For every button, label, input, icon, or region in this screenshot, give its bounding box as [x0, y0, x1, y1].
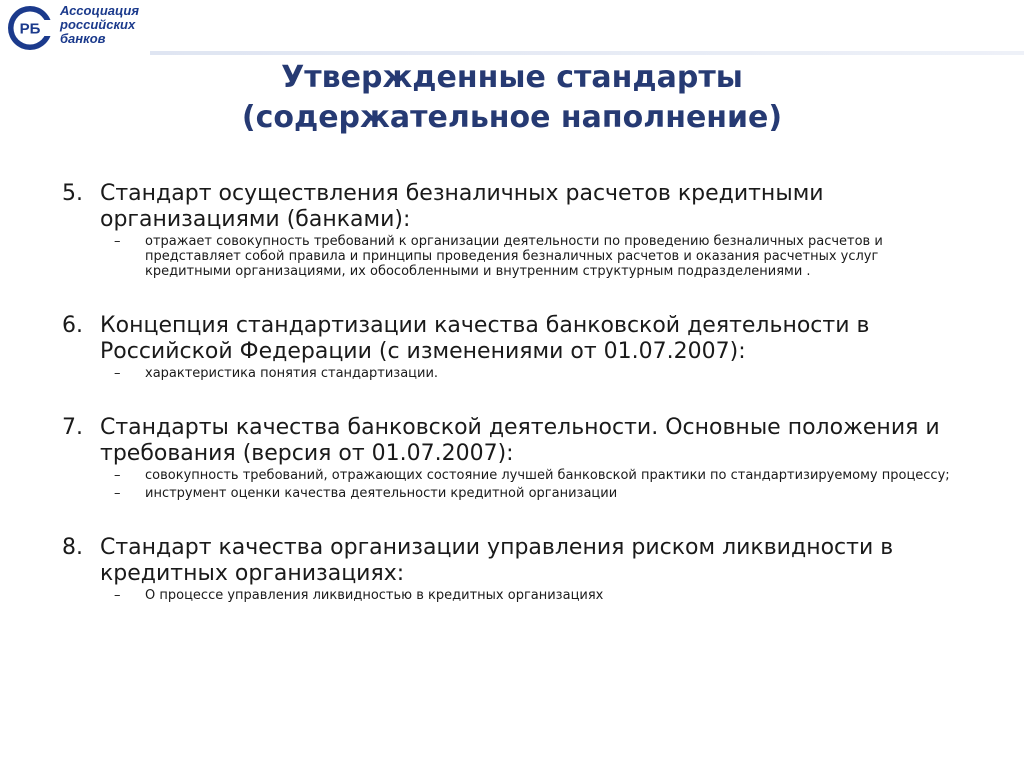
sub-list [100, 588, 962, 603]
dash-bullet: – [114, 366, 121, 381]
title-line: (содержательное наполнение) [241, 100, 783, 135]
org-name-line: Ассоциация [60, 3, 140, 18]
sub-item-text: О процессе управления ликвидностью в кредитных организациях [145, 588, 604, 603]
dash-bullet: – [114, 234, 121, 249]
item-text: Стандарт качества организации управления риском ликвидности в кредитных организациях: [100, 535, 894, 586]
item-number: 5. [62, 181, 83, 206]
item-text: Концепция стандартизации качества банковской деятельности в Российской Федерации (с изменениями от 01.07.2007): [100, 313, 870, 364]
list-item [62, 535, 962, 603]
dash-bullet: – [114, 468, 121, 483]
arb-logo-icon [6, 4, 54, 52]
sub-item-text: совокупность требований, отражающих состояние лучшей банковской практики по стандартизируемому процессу; [145, 468, 950, 483]
org-name-line: российских [60, 17, 136, 32]
item-number: 8. [62, 535, 83, 560]
dash-bullet: – [114, 486, 121, 501]
slide-header [0, 0, 1024, 58]
sub-list [100, 366, 962, 381]
list-item [62, 181, 962, 279]
title-line: Утвержденные стандарты [281, 60, 743, 95]
sub-item-text: характеристика понятия стандартизации. [145, 366, 439, 381]
standards-list [62, 181, 962, 603]
sub-item-text: инструмент оценки качества деятельности кредитной организации [145, 486, 618, 501]
list-item [62, 415, 962, 501]
item-text: Стандарт осуществления безналичных расчетов кредитными организациями (банками): [100, 181, 824, 232]
item-number: 6. [62, 313, 83, 338]
item-number: 7. [62, 415, 83, 440]
sub-item [100, 468, 962, 483]
logo-text: РБ [19, 20, 41, 38]
org-name-line: банков [60, 31, 106, 46]
dash-bullet: – [114, 588, 121, 603]
header-divider [150, 51, 1024, 55]
sub-item [100, 234, 962, 279]
list-item [62, 313, 962, 381]
organization-name [60, 4, 139, 46]
sub-list [100, 234, 962, 279]
item-text: Стандарты качества банковской деятельности. Основные положения и требования (версия от 01.07.2007): [100, 415, 940, 466]
sub-item [100, 486, 962, 501]
sub-item-text: отражает совокупность требований к организации деятельности по проведению безналичных расчетов и представляет собой правила и принципы проведения безналичных расчетов и оказания расчетных услуг кредитными организациями, их обособленными и внутренним структурным подразделениями . [145, 234, 883, 279]
sub-item [100, 366, 962, 381]
sub-list [100, 468, 962, 501]
slide-title [0, 58, 1024, 138]
sub-item [100, 588, 962, 603]
